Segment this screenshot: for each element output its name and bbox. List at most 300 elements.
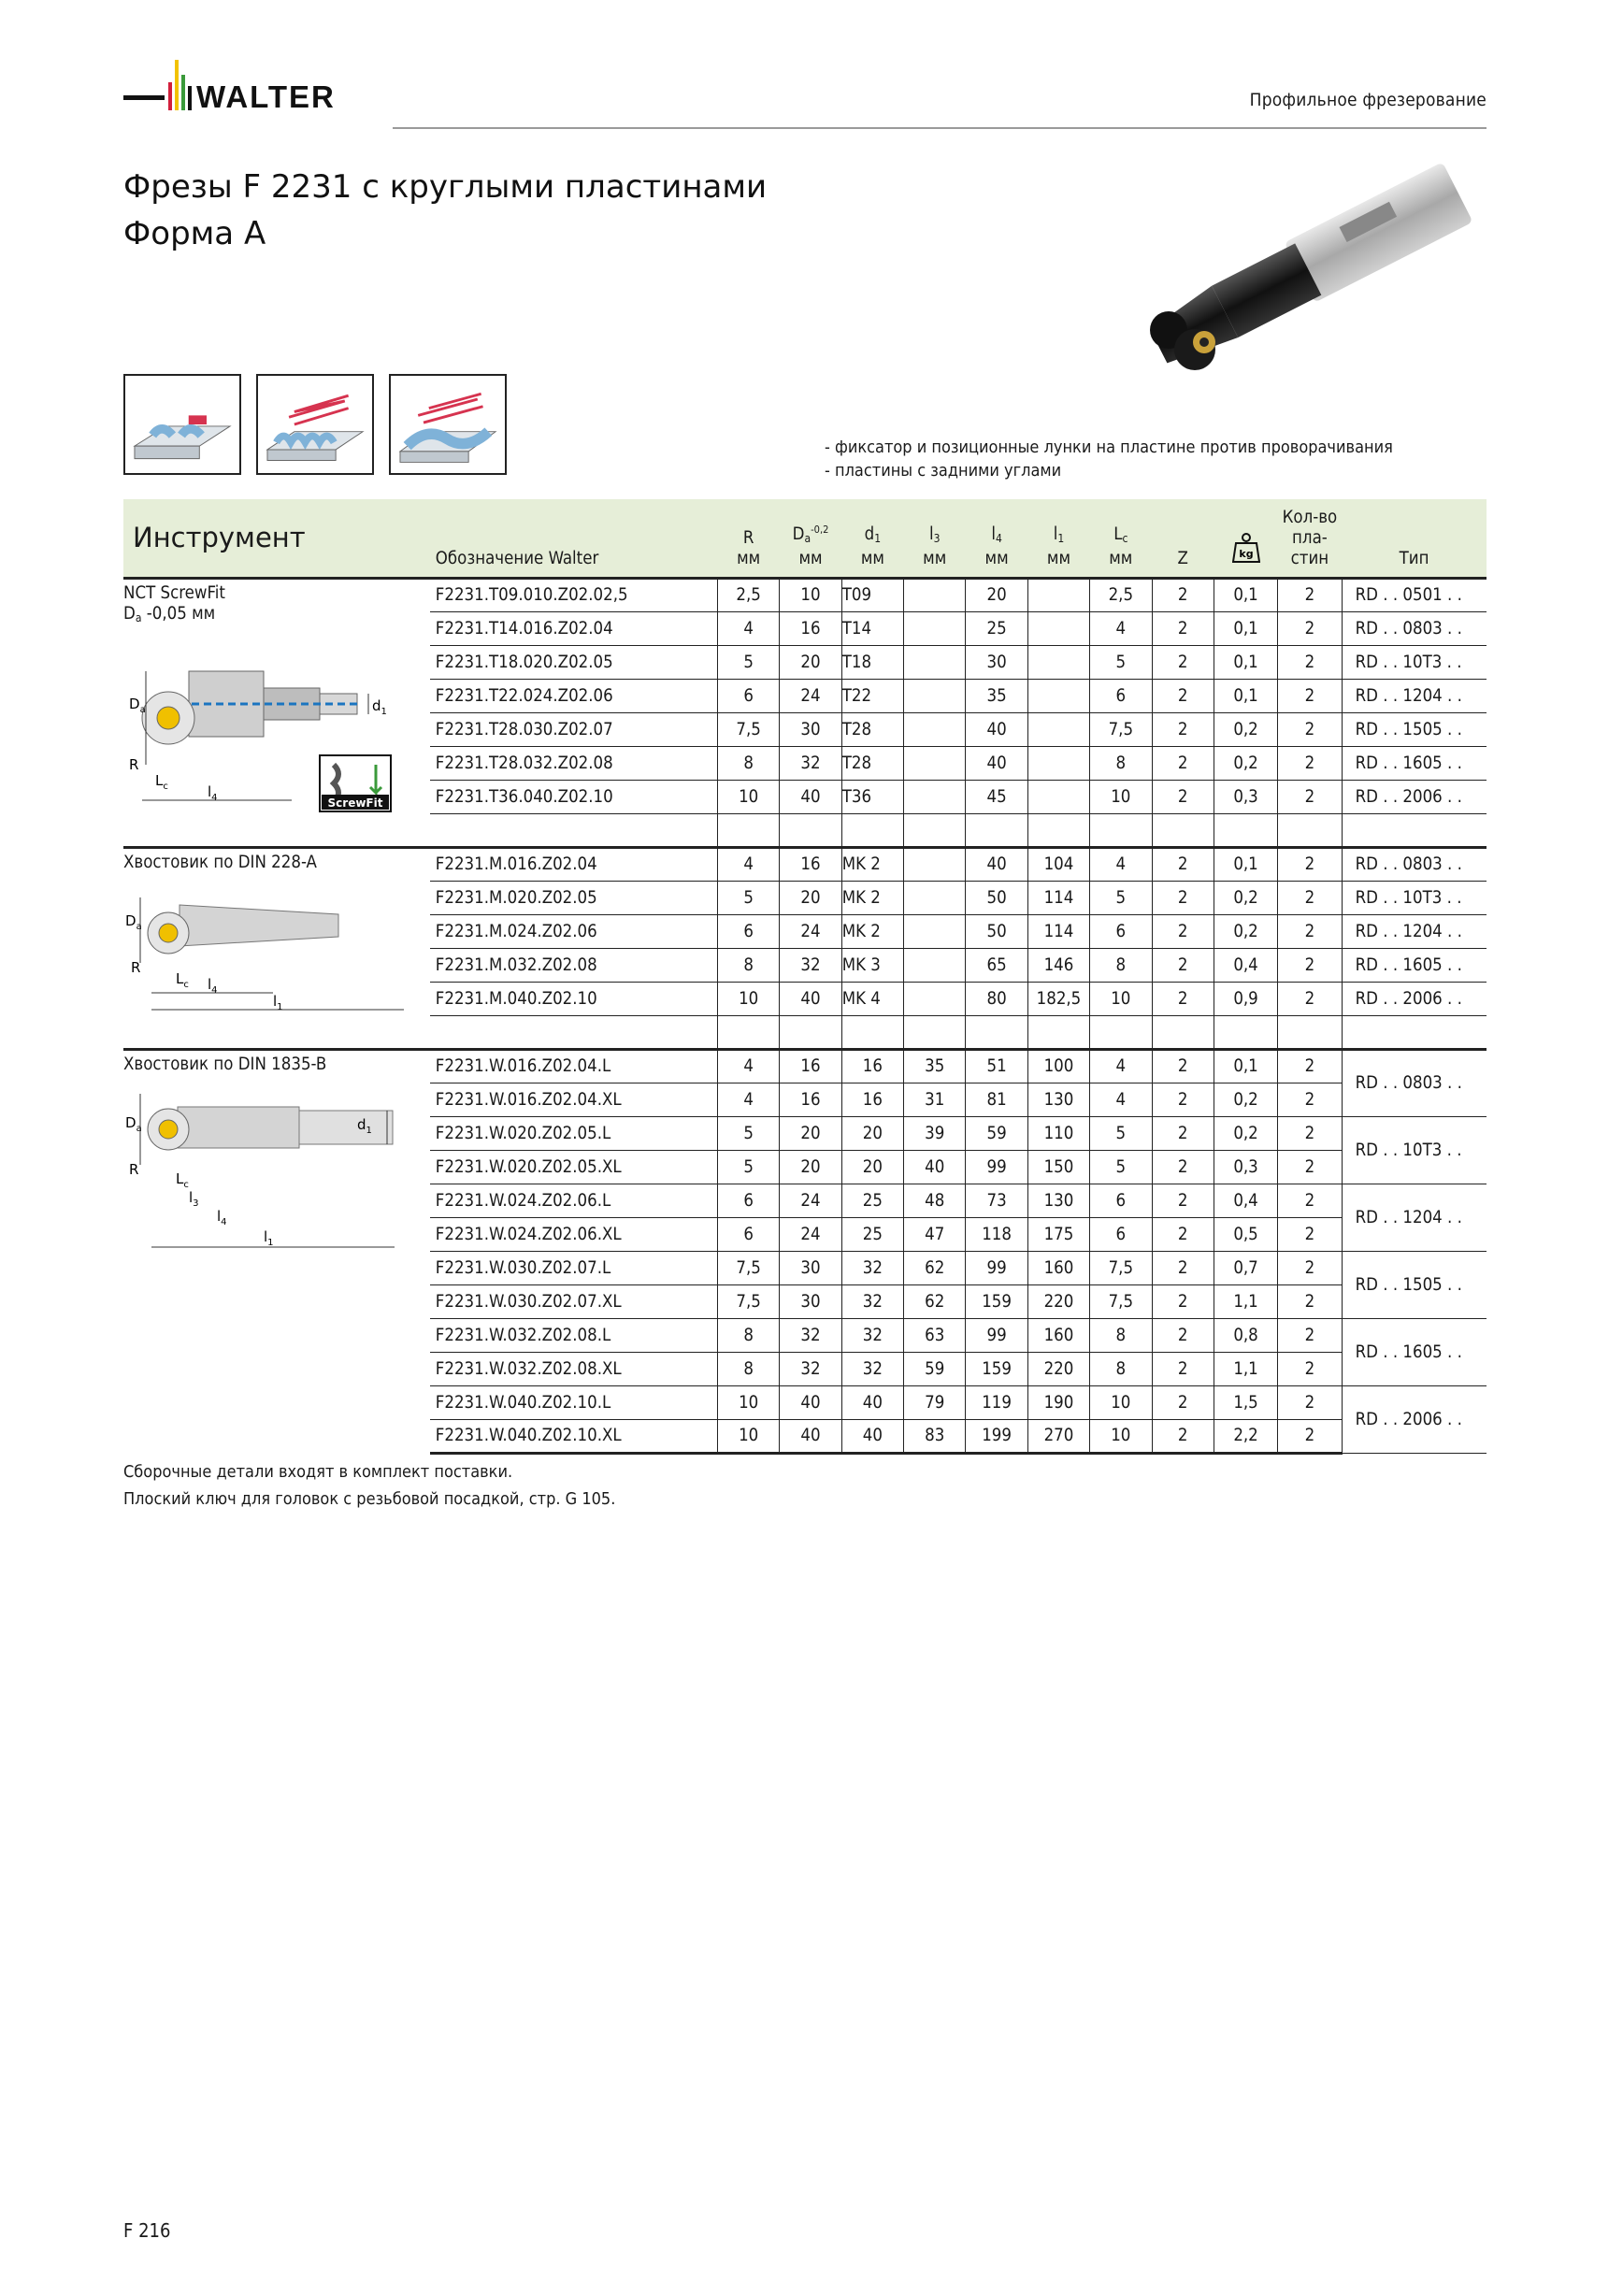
screwfit-drawing xyxy=(123,634,404,821)
cell-Z: 2 xyxy=(1152,679,1214,712)
cell-type: RD . . 1204 . . xyxy=(1342,914,1487,948)
cell-l1: 220 xyxy=(1027,1284,1089,1318)
cell-Lc: 6 xyxy=(1090,1184,1152,1217)
cell-R: 5 xyxy=(717,881,779,914)
cell-type: RD . . 0803 . . xyxy=(1342,1049,1487,1116)
cell-designation: F2231.T28.032.Z02.08 xyxy=(430,746,718,780)
cell-qty: 2 xyxy=(1278,1419,1342,1453)
cell-R: 7,5 xyxy=(717,1251,779,1284)
cell-R: 8 xyxy=(717,948,779,982)
header-tool: Инструмент xyxy=(123,499,430,578)
header-Da: $D_a^{-0,2}$ мм xyxy=(780,499,841,578)
cell-kg: 0,4 xyxy=(1214,948,1277,982)
cell-d1: 16 xyxy=(841,1049,903,1083)
cell-l1: 150 xyxy=(1027,1150,1089,1184)
cell-Lc: 7,5 xyxy=(1090,1251,1152,1284)
cell-kg: 1,1 xyxy=(1214,1352,1277,1385)
cell-qty: 2 xyxy=(1278,780,1342,813)
tool-group-cell xyxy=(123,1049,430,1453)
cell-l4: 25 xyxy=(966,611,1027,645)
cell-l1 xyxy=(1027,645,1089,679)
cell-designation: F2231.M.032.Z02.08 xyxy=(430,948,718,982)
cell-Da: 32 xyxy=(780,948,841,982)
cell-R: 6 xyxy=(717,914,779,948)
cell-qty: 2 xyxy=(1278,1385,1342,1419)
header-d1: $d_1$ мм xyxy=(841,499,903,578)
cell-Da: 24 xyxy=(780,679,841,712)
cell-l4: 81 xyxy=(966,1083,1027,1116)
cell-l4: 73 xyxy=(966,1184,1027,1217)
cell-l3 xyxy=(904,578,966,611)
cell-l4: 59 xyxy=(966,1116,1027,1150)
cell-R: 4 xyxy=(717,1049,779,1083)
svg-text:l4: $l_4$ xyxy=(208,975,218,996)
cell-l3 xyxy=(904,847,966,881)
cell-Z: 2 xyxy=(1152,847,1214,881)
cell-Da: 20 xyxy=(780,881,841,914)
table-row xyxy=(123,1049,1487,1083)
cell-Da: 16 xyxy=(780,1049,841,1083)
cell-qty: 2 xyxy=(1278,578,1342,611)
cell-l4: 99 xyxy=(966,1318,1027,1352)
cell-designation: F2231.T22.024.Z02.06 xyxy=(430,679,718,712)
cell-qty: 2 xyxy=(1278,611,1342,645)
cell-Lc: 10 xyxy=(1090,780,1152,813)
cell-designation: F2231.W.030.Z02.07.L xyxy=(430,1251,718,1284)
cell-type: RD . . 0501 . . xyxy=(1342,578,1487,611)
cell-kg: 1,5 xyxy=(1214,1385,1277,1419)
cell-Z: 2 xyxy=(1152,578,1214,611)
cell-l1: 175 xyxy=(1027,1217,1089,1251)
cell-d1: T36 xyxy=(841,780,903,813)
cell-kg: 0,1 xyxy=(1214,611,1277,645)
cell-designation: F2231.W.016.Z02.04.XL xyxy=(430,1083,718,1116)
cell-l4: 45 xyxy=(966,780,1027,813)
cell-kg: 0,1 xyxy=(1214,679,1277,712)
cell-kg: 0,1 xyxy=(1214,847,1277,881)
cell-l1: 114 xyxy=(1027,881,1089,914)
cell-Da: 32 xyxy=(780,1352,841,1385)
cell-d1: T22 xyxy=(841,679,903,712)
svg-text:d1: $d_1$ xyxy=(357,1115,372,1136)
cell-Da: 40 xyxy=(780,982,841,1015)
header-qty: Кол-во пла- стин xyxy=(1278,499,1342,578)
cell-d1: MK 2 xyxy=(841,847,903,881)
cell-d1: 32 xyxy=(841,1251,903,1284)
cell-designation: F2231.M.016.Z02.04 xyxy=(430,847,718,881)
cell-Da: 24 xyxy=(780,1184,841,1217)
cell-Z: 2 xyxy=(1152,948,1214,982)
brand-text: WALTER xyxy=(196,79,336,114)
cell-Lc: 8 xyxy=(1090,1318,1152,1352)
cell-Da: 10 xyxy=(780,578,841,611)
cell-d1: 20 xyxy=(841,1116,903,1150)
cell-l1: 190 xyxy=(1027,1385,1089,1419)
cell-Lc: 7,5 xyxy=(1090,1284,1152,1318)
cell-d1: MK 2 xyxy=(841,914,903,948)
cell-qty: 2 xyxy=(1278,645,1342,679)
features-list xyxy=(825,436,1393,482)
cell-qty: 2 xyxy=(1278,881,1342,914)
cell-l3 xyxy=(904,914,966,948)
cell-d1: 20 xyxy=(841,1150,903,1184)
cell-R: 5 xyxy=(717,1116,779,1150)
svg-text:kg: kg xyxy=(1238,547,1254,560)
cell-l4: 40 xyxy=(966,746,1027,780)
tool-table xyxy=(123,499,1487,1455)
cell-l4: 159 xyxy=(966,1284,1027,1318)
cell-d1: MK 2 xyxy=(841,881,903,914)
cell-kg: 0,2 xyxy=(1214,881,1277,914)
cell-l4: 119 xyxy=(966,1385,1027,1419)
cell-designation: F2231.W.040.Z02.10.XL xyxy=(430,1419,718,1453)
footnote: Сборочные детали входят в комплект поставки. xyxy=(123,1462,513,1482)
cell-l1 xyxy=(1027,712,1089,746)
cell-l1: 146 xyxy=(1027,948,1089,982)
cell-Z: 2 xyxy=(1152,982,1214,1015)
cell-R: 6 xyxy=(717,1217,779,1251)
cell-R: 10 xyxy=(717,982,779,1015)
svg-text:l1: $l_1$ xyxy=(264,1227,274,1248)
cell-Lc: 4 xyxy=(1090,1083,1152,1116)
cell-Da: 16 xyxy=(780,847,841,881)
cell-l3: 83 xyxy=(904,1419,966,1453)
cell-kg: 0,5 xyxy=(1214,1217,1277,1251)
cell-R: 2,5 xyxy=(717,578,779,611)
cell-Z: 2 xyxy=(1152,914,1214,948)
cell-Da: 24 xyxy=(780,1217,841,1251)
cell-d1: 16 xyxy=(841,1083,903,1116)
cell-d1: 25 xyxy=(841,1217,903,1251)
cell-d1: 32 xyxy=(841,1318,903,1352)
cell-type: RD . . 1505 . . xyxy=(1342,1251,1487,1318)
cell-Z: 2 xyxy=(1152,881,1214,914)
header-type: Тип xyxy=(1342,499,1487,578)
svg-text:d1: $d_1$ xyxy=(372,696,387,717)
cell-qty: 2 xyxy=(1278,1083,1342,1116)
cell-Da: 40 xyxy=(780,780,841,813)
cell-l1 xyxy=(1027,611,1089,645)
cell-Z: 2 xyxy=(1152,1217,1214,1251)
svg-text:Lc: $L_c$ xyxy=(155,771,168,792)
tool-group-label: NCT ScrewFit xyxy=(123,582,225,603)
cell-designation: F2231.T18.020.Z02.05 xyxy=(430,645,718,679)
cell-Lc: 10 xyxy=(1090,1385,1152,1419)
cell-Lc: 7,5 xyxy=(1090,712,1152,746)
cell-qty: 2 xyxy=(1278,1318,1342,1352)
cell-l1: 104 xyxy=(1027,847,1089,881)
cell-R: 6 xyxy=(717,1184,779,1217)
cell-type: RD . . 10T3 . . xyxy=(1342,645,1487,679)
cell-l4: 118 xyxy=(966,1217,1027,1251)
cell-l4: 65 xyxy=(966,948,1027,982)
cell-l4: 159 xyxy=(966,1352,1027,1385)
header-l1: $l_1$ мм xyxy=(1027,499,1089,578)
cell-Lc: 8 xyxy=(1090,746,1152,780)
cell-type: RD . . 1605 . . xyxy=(1342,1318,1487,1385)
cell-kg: 0,2 xyxy=(1214,712,1277,746)
cell-designation: F2231.W.030.Z02.07.XL xyxy=(430,1284,718,1318)
svg-text:Lc: $L_c$ xyxy=(176,969,189,990)
cell-l4: 40 xyxy=(966,847,1027,881)
cell-Da: 20 xyxy=(780,1150,841,1184)
svg-text:R: R xyxy=(131,958,141,976)
table-row xyxy=(123,847,1487,881)
cell-qty: 2 xyxy=(1278,1352,1342,1385)
cell-d1: 40 xyxy=(841,1419,903,1453)
cell-Z: 2 xyxy=(1152,1083,1214,1116)
cell-qty: 2 xyxy=(1278,712,1342,746)
cell-Lc: 5 xyxy=(1090,1116,1152,1150)
cell-R: 7,5 xyxy=(717,712,779,746)
cell-l3: 63 xyxy=(904,1318,966,1352)
application-icons xyxy=(123,374,507,475)
cell-Da: 30 xyxy=(780,712,841,746)
cell-l3: 35 xyxy=(904,1049,966,1083)
cell-R: 7,5 xyxy=(717,1284,779,1318)
cell-d1: 25 xyxy=(841,1184,903,1217)
cell-designation: F2231.M.024.Z02.06 xyxy=(430,914,718,948)
cell-Z: 2 xyxy=(1152,1184,1214,1217)
cell-l1: 220 xyxy=(1027,1352,1089,1385)
cell-type: RD . . 1605 . . xyxy=(1342,746,1487,780)
cell-qty: 2 xyxy=(1278,948,1342,982)
cell-qty: 2 xyxy=(1278,746,1342,780)
svg-text:l4: $l_4$ xyxy=(217,1207,227,1227)
tool-group-cell xyxy=(123,578,430,847)
cell-qty: 2 xyxy=(1278,1116,1342,1150)
svg-text:Lc: $L_c$ xyxy=(176,1170,189,1190)
weight-icon xyxy=(1232,532,1260,564)
page-title xyxy=(123,164,767,257)
cell-Lc: 10 xyxy=(1090,1419,1152,1453)
title-line-1: Фрезы F 2231 с круглыми пластинами xyxy=(123,168,768,206)
cell-kg: 0,9 xyxy=(1214,982,1277,1015)
feature-item: - пластины с задними углами xyxy=(825,461,1062,481)
cell-designation: F2231.M.020.Z02.05 xyxy=(430,881,718,914)
cell-qty: 2 xyxy=(1278,1184,1342,1217)
cell-l1: 110 xyxy=(1027,1116,1089,1150)
header-Lc: $L_c$ мм xyxy=(1090,499,1152,578)
cell-d1: 32 xyxy=(841,1284,903,1318)
cell-Da: 32 xyxy=(780,1318,841,1352)
cell-qty: 2 xyxy=(1278,1251,1342,1284)
cell-R: 5 xyxy=(717,645,779,679)
cell-Lc: 4 xyxy=(1090,1049,1152,1083)
cell-designation: F2231.W.024.Z02.06.L xyxy=(430,1184,718,1217)
cell-type: RD . . 2006 . . xyxy=(1342,982,1487,1015)
cell-type: RD . . 1605 . . xyxy=(1342,948,1487,982)
svg-text:R: R xyxy=(129,1160,139,1178)
cylindrical-shank-drawing xyxy=(123,1081,404,1258)
cell-designation: F2231.W.020.Z02.05.XL xyxy=(430,1150,718,1184)
cell-designation: F2231.W.040.Z02.10.L xyxy=(430,1385,718,1419)
cell-designation: F2231.M.040.Z02.10 xyxy=(430,982,718,1015)
cell-qty: 2 xyxy=(1278,1150,1342,1184)
tool-tolerance: $D_a$ -0,05 мм xyxy=(123,603,216,624)
cell-l3: 48 xyxy=(904,1184,966,1217)
cell-kg: 1,1 xyxy=(1214,1284,1277,1318)
cell-type: RD . . 10T3 . . xyxy=(1342,881,1487,914)
cell-type: RD . . 2006 . . xyxy=(1342,1385,1487,1453)
svg-text:Da: $D_a$ xyxy=(129,695,146,715)
cell-qty: 2 xyxy=(1278,1217,1342,1251)
cell-l3 xyxy=(904,611,966,645)
cell-qty: 2 xyxy=(1278,679,1342,712)
cell-l4: 20 xyxy=(966,578,1027,611)
cell-l3 xyxy=(904,712,966,746)
svg-text:R: R xyxy=(129,755,139,773)
cell-kg: 0,2 xyxy=(1214,1083,1277,1116)
cell-R: 4 xyxy=(717,611,779,645)
cell-qty: 2 xyxy=(1278,914,1342,948)
cell-Lc: 5 xyxy=(1090,1150,1152,1184)
cell-l3 xyxy=(904,948,966,982)
cell-l3: 62 xyxy=(904,1251,966,1284)
cell-Da: 30 xyxy=(780,1284,841,1318)
cell-R: 5 xyxy=(717,1150,779,1184)
cell-kg: 0,8 xyxy=(1214,1318,1277,1352)
cell-Da: 16 xyxy=(780,1083,841,1116)
morse-taper-drawing xyxy=(123,879,404,1019)
cell-l4: 50 xyxy=(966,881,1027,914)
cell-Lc: 6 xyxy=(1090,914,1152,948)
cell-l3: 40 xyxy=(904,1150,966,1184)
cell-l4: 99 xyxy=(966,1150,1027,1184)
cell-kg: 0,2 xyxy=(1214,746,1277,780)
cell-Lc: 6 xyxy=(1090,1217,1152,1251)
cell-R: 4 xyxy=(717,1083,779,1116)
cell-Z: 2 xyxy=(1152,1352,1214,1385)
tool-group-cell xyxy=(123,847,430,1049)
cell-l1: 160 xyxy=(1027,1251,1089,1284)
cell-Z: 2 xyxy=(1152,1419,1214,1453)
cell-kg: 0,2 xyxy=(1214,1116,1277,1150)
cell-l3: 79 xyxy=(904,1385,966,1419)
title-line-2: Форма А xyxy=(123,215,266,252)
cell-l3: 47 xyxy=(904,1217,966,1251)
tool-group-label: Хвостовик по DIN 1835-B xyxy=(123,1054,327,1074)
header-l4: $l_4$ мм xyxy=(966,499,1027,578)
cell-type: RD . . 10T3 . . xyxy=(1342,1116,1487,1184)
cell-R: 10 xyxy=(717,1385,779,1419)
svg-text:Da: $D_a$ xyxy=(125,1113,142,1134)
header-Z: Z xyxy=(1152,499,1214,578)
cell-Z: 2 xyxy=(1152,611,1214,645)
cell-d1: MK 4 xyxy=(841,982,903,1015)
product-image xyxy=(1103,157,1487,391)
cell-l1 xyxy=(1027,780,1089,813)
svg-text:l3: $l_3$ xyxy=(189,1188,199,1209)
cell-kg: 0,7 xyxy=(1214,1251,1277,1284)
walter-logo xyxy=(123,58,404,116)
cell-l3: 59 xyxy=(904,1352,966,1385)
cell-type: RD . . 1505 . . xyxy=(1342,712,1487,746)
svg-text:l4: $l_4$ xyxy=(208,782,218,803)
cell-d1: 32 xyxy=(841,1352,903,1385)
cell-Da: 20 xyxy=(780,645,841,679)
cell-R: 6 xyxy=(717,679,779,712)
cell-l4: 50 xyxy=(966,914,1027,948)
cell-designation: F2231.W.024.Z02.06.XL xyxy=(430,1217,718,1251)
cell-d1: T14 xyxy=(841,611,903,645)
cell-designation: F2231.W.016.Z02.04.L xyxy=(430,1049,718,1083)
cell-Z: 2 xyxy=(1152,645,1214,679)
cell-l1 xyxy=(1027,746,1089,780)
footnote: Плоский ключ для головок с резьбовой посадкой, стр. G 105. xyxy=(123,1489,616,1509)
cell-Lc: 8 xyxy=(1090,948,1152,982)
cell-R: 8 xyxy=(717,746,779,780)
cell-Z: 2 xyxy=(1152,1284,1214,1318)
cell-qty: 2 xyxy=(1278,847,1342,881)
3d-profile-milling-icon xyxy=(389,374,507,475)
cell-Z: 2 xyxy=(1152,746,1214,780)
cell-Z: 2 xyxy=(1152,1116,1214,1150)
cell-Z: 2 xyxy=(1152,1318,1214,1352)
cell-qty: 2 xyxy=(1278,1049,1342,1083)
cell-type: RD . . 1204 . . xyxy=(1342,679,1487,712)
cell-l4: 99 xyxy=(966,1251,1027,1284)
cell-kg: 0,3 xyxy=(1214,780,1277,813)
copy-milling-icon xyxy=(256,374,374,475)
cell-l3: 39 xyxy=(904,1116,966,1150)
cell-qty: 2 xyxy=(1278,982,1342,1015)
cell-designation: F2231.W.032.Z02.08.L xyxy=(430,1318,718,1352)
cell-Lc: 4 xyxy=(1090,847,1152,881)
cell-Z: 2 xyxy=(1152,1385,1214,1419)
cell-d1: T28 xyxy=(841,746,903,780)
cell-l1: 100 xyxy=(1027,1049,1089,1083)
cell-l3 xyxy=(904,746,966,780)
header-weight xyxy=(1214,499,1277,578)
cell-kg: 0,1 xyxy=(1214,645,1277,679)
cell-type: RD . . 1204 . . xyxy=(1342,1184,1487,1251)
cell-l4: 40 xyxy=(966,712,1027,746)
cell-l1: 182,5 xyxy=(1027,982,1089,1015)
cell-kg: 0,4 xyxy=(1214,1184,1277,1217)
cell-Da: 40 xyxy=(780,1419,841,1453)
cell-l4: 51 xyxy=(966,1049,1027,1083)
svg-text:Da: $D_a$ xyxy=(125,911,142,932)
cell-Da: 32 xyxy=(780,746,841,780)
cell-l1: 130 xyxy=(1027,1083,1089,1116)
page-number: F 216 xyxy=(123,2219,171,2242)
cell-l1: 114 xyxy=(1027,914,1089,948)
svg-text:l1: $l_1$ xyxy=(273,992,283,1012)
cell-R: 10 xyxy=(717,780,779,813)
cell-Da: 16 xyxy=(780,611,841,645)
cell-kg: 0,2 xyxy=(1214,914,1277,948)
cell-l3: 62 xyxy=(904,1284,966,1318)
cell-R: 8 xyxy=(717,1318,779,1352)
cell-designation: F2231.T09.010.Z02.02,5 xyxy=(430,578,718,611)
cell-d1: T09 xyxy=(841,578,903,611)
section-title: Профильное фрезерование xyxy=(1249,90,1487,110)
cell-kg: 0,1 xyxy=(1214,578,1277,611)
cell-d1: MK 3 xyxy=(841,948,903,982)
cell-Lc: 5 xyxy=(1090,881,1152,914)
cell-Lc: 2,5 xyxy=(1090,578,1152,611)
cell-designation: F2231.W.020.Z02.05.L xyxy=(430,1116,718,1150)
cell-kg: 0,1 xyxy=(1214,1049,1277,1083)
cell-qty: 2 xyxy=(1278,1284,1342,1318)
svg-text:ScrewFit: ScrewFit xyxy=(327,796,383,810)
table-header-row xyxy=(123,499,1487,578)
cell-R: 10 xyxy=(717,1419,779,1453)
cell-Da: 24 xyxy=(780,914,841,948)
cell-type: RD . . 2006 . . xyxy=(1342,780,1487,813)
cell-type: RD . . 0803 . . xyxy=(1342,847,1487,881)
